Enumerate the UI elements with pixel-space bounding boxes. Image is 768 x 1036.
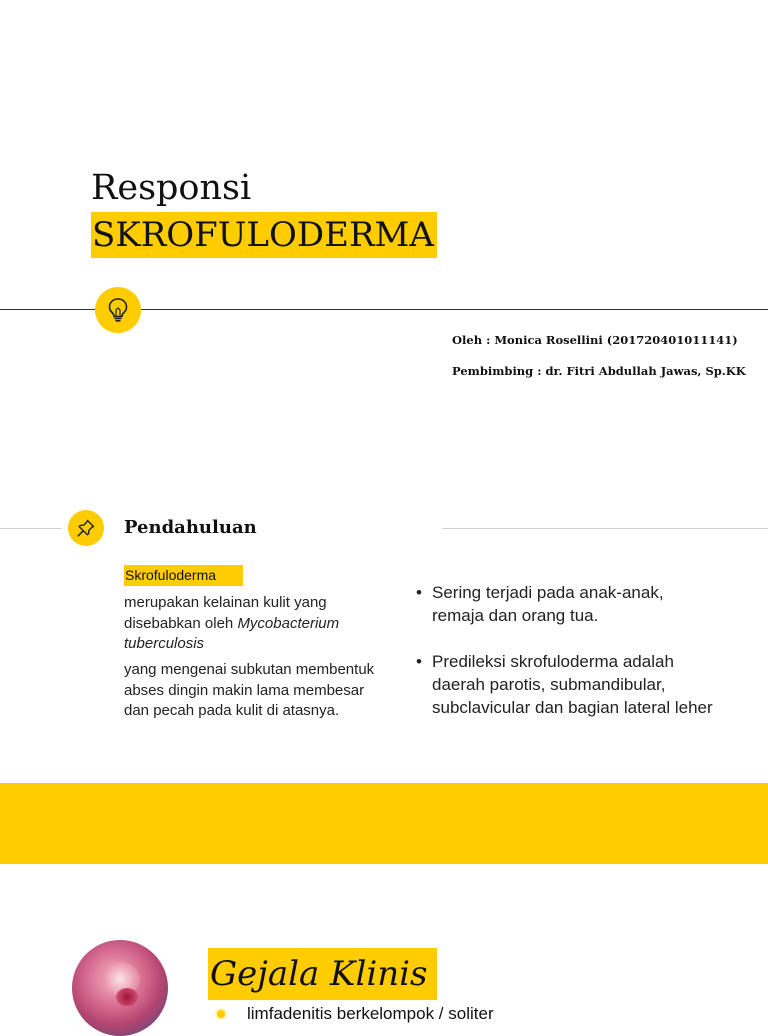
photo-lesion xyxy=(116,988,138,1006)
lightbulb-badge xyxy=(95,287,141,333)
gejala-klinis-title: Gejala Klinis xyxy=(208,948,437,1000)
title-responsi: Responsi xyxy=(91,168,252,208)
clinical-photo xyxy=(72,940,168,1036)
term-highlight: Skrofuloderma xyxy=(124,565,243,586)
section-divider-left xyxy=(0,528,62,529)
bullet-list xyxy=(416,581,716,742)
yellow-band xyxy=(0,783,768,864)
section-heading: Pendahuluan xyxy=(124,517,257,538)
symptom-item: limfadenitis berkelompok / soliter xyxy=(247,1004,494,1023)
pushpin-icon xyxy=(76,518,96,538)
author-line: Oleh : Monica Rosellini (201720401011141) xyxy=(452,333,738,347)
title-skrofuloderma: SKROFULODERMA xyxy=(91,212,437,258)
definition-paragraph xyxy=(124,593,384,655)
lightbulb-icon xyxy=(106,297,130,323)
definition-continuation: yang mengenai subkutan membentuk abses dingin makin lama membesar dan pecah pada kulit di atasnya. xyxy=(124,661,375,719)
definition-italic: Mycobacterium tuberculosis xyxy=(124,614,340,652)
definition-text: merupakan kelainan kulit yang disebabkan oleh xyxy=(124,594,327,632)
supervisor-line: Pembimbing : dr. Fitri Abdullah Jawas, Sp.KK xyxy=(452,364,746,378)
bullet-dot-icon xyxy=(217,1010,225,1018)
section-divider-right xyxy=(442,528,768,529)
bullet-item: • Predileksi skrofuloderma adalah daerah parotis, submandibular, subclavicular dan bagian lateral leher xyxy=(416,650,716,719)
pushpin-badge xyxy=(68,510,104,546)
bullet-item: • Sering terjadi pada anak-anak, remaja dan orang tua. xyxy=(416,581,716,627)
